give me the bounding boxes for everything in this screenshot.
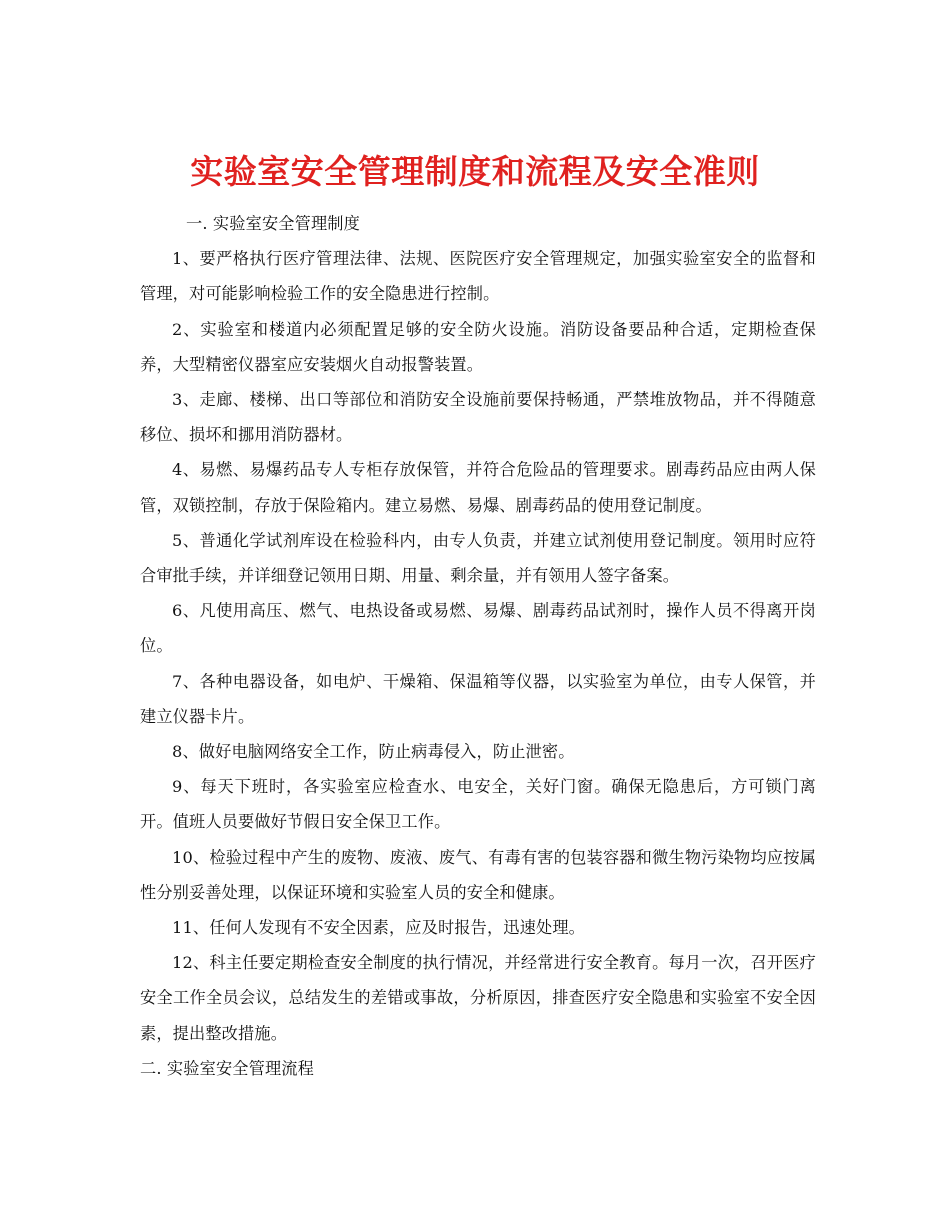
section-1-heading: 一. 实验室安全管理制度 bbox=[186, 214, 360, 233]
document-title: 实验室安全管理制度和流程及安全准则 bbox=[190, 152, 760, 192]
rule-item-2: 2、实验室和楼道内必须配置足够的安全防火设施。消防设备要品种合适，定期检查保养，大型精密仪器室应安装烟火自动报警装置。 bbox=[140, 319, 816, 374]
rule-item-5: 5、普通化学试剂库设在检验科内，由专人负责，并建立试剂使用登记制度。领用时应符合审批手续，并详细登记领用日期、用量、剩余量，并有领用人签字备案。 bbox=[140, 530, 816, 586]
document-body bbox=[140, 206, 816, 1086]
rule-item-3: 3、走廊、楼梯、出口等部位和消防安全设施前要保持畅通，严禁堆放物品，并不得随意移位、损坏和挪用消防器材。 bbox=[140, 390, 816, 445]
rule-item-6: 6、凡使用高压、燃气、电热设备或易燃、易爆、剧毒药品试剂时，操作人员不得离开岗位。 bbox=[140, 601, 816, 656]
rule-item-8: 8、做好电脑网络安全工作，防止病毒侵入，防止泄密。 bbox=[172, 742, 575, 762]
rule-item-11: 11、任何人发现有不安全因素，应及时报告，迅速处理。 bbox=[172, 918, 585, 938]
rule-item-12: 12、科主任要定期检查安全制度的执行情况，并经常进行安全教育。每月一次，召开医疗安全工作全员会议，总结发生的差错或事故，分析原因，排查医疗安全隐患和实验室不安全因素，提出整改措施。 bbox=[140, 953, 816, 1043]
rule-item-9: 9、每天下班时，各实验室应检查水、电安全，关好门窗。确保无隐患后，方可锁门离开。值班人员要做好节假日安全保卫工作。 bbox=[140, 777, 816, 832]
rule-item-7: 7、各种电器设备，如电炉、干燥箱、保温箱等仪器，以实验室为单位，由专人保管，并建立仪器卡片。 bbox=[140, 671, 816, 726]
section-2-heading: 二. 实验室安全管理流程 bbox=[140, 1058, 314, 1078]
rule-item-10: 10、检验过程中产生的废物、废液、废气、有毒有害的包装容器和微生物污染物均应按属性分别妥善处理，以保证环境和实验室人员的安全和健康。 bbox=[140, 847, 816, 902]
rule-item-4: 4、易燃、易爆药品专人专柜存放保管，并符合危险品的管理要求。剧毒药品应由两人保管，双锁控制，存放于保险箱内。建立易燃、易爆、剧毒药品的使用登记制度。 bbox=[140, 460, 816, 515]
rule-item-1: 1、要严格执行医疗管理法律、法规、医院医疗安全管理规定，加强实验室安全的监督和管理，对可能影响检验工作的安全隐患进行控制。 bbox=[140, 249, 816, 304]
